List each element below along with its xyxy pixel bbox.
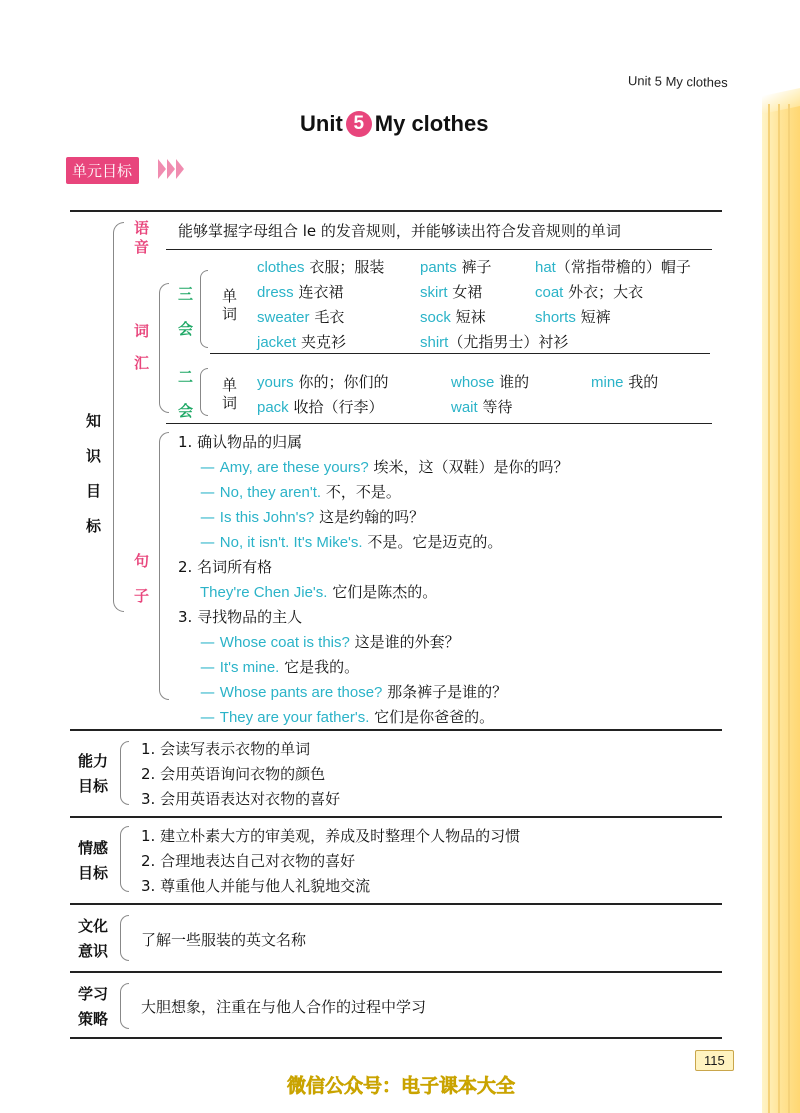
section-rule (70, 816, 722, 818)
sentence-line (200, 456, 569, 477)
sentence-zh: 那条裤子是谁的？ (387, 683, 508, 701)
title-unit-word: Unit (300, 111, 343, 136)
vocab-en: whose (451, 374, 495, 391)
vocabulary-label-char: 汇 (134, 354, 150, 372)
sentence-line (200, 481, 401, 502)
sentence-en: No, it isn't. It's Mike's. (219, 534, 363, 551)
vocabulary-brace (159, 283, 169, 413)
sentences-label-char: 子 (134, 587, 150, 605)
vocab-en: dress (257, 284, 294, 301)
vocab-item (535, 256, 691, 277)
ability-item: 3. 会用英语表达对衣物的喜好 (141, 790, 341, 808)
sentence-en: Whose coat is this? (219, 634, 350, 651)
sentence-zh: 它们是陈杰的。 (332, 583, 438, 601)
vocab-en: shirt (420, 334, 449, 351)
dash-mark: — (200, 483, 215, 501)
vocab-item (591, 371, 658, 392)
sentence-zh: 这是约翰的吗？ (319, 508, 425, 526)
chevron-icon (158, 159, 166, 179)
vocab-zh: 女裙 (452, 283, 483, 301)
vocab-item (257, 306, 344, 327)
section-badge: 单元目标 (66, 157, 139, 184)
two-skills-brace (200, 368, 208, 416)
sentence-en: Amy, are these yours? (219, 459, 369, 476)
sentence-line (200, 631, 460, 652)
sentence-zh: 不，不是。 (325, 483, 401, 501)
dash-mark: — (200, 633, 215, 651)
ability-item: 2. 会用英语询问衣物的颜色 (141, 765, 326, 783)
vocab-zh: 短裤 (580, 308, 611, 326)
title-name: My clothes (374, 111, 489, 136)
sentence-group-heading: 1. 确认物品的归属 (178, 433, 303, 451)
vocabulary-label-char: 词 (134, 322, 150, 340)
sentences-brace (159, 432, 169, 700)
strategy-text: 大胆想象，注重在与他人合作的过程中学习 (141, 998, 427, 1016)
vocab-en: shorts (535, 309, 576, 326)
page-edge-line (788, 104, 790, 1113)
dash-mark: — (200, 683, 215, 701)
vocab-en: pants (420, 259, 457, 276)
section-rule (70, 971, 722, 973)
section-rule (70, 729, 722, 731)
knowledge-label-char: 知 (86, 412, 102, 430)
sentence-zh: 它是我的。 (284, 658, 360, 676)
pronunciation-text: 能够掌握字母组合 le 的发音规则，并能够读出符合发音规则的单词 (178, 222, 621, 240)
culture-label: 文化 (78, 917, 109, 935)
sentence-en: Whose pants are those? (219, 684, 383, 701)
vocab-en: sweater (257, 309, 310, 326)
vocab-en: pack (257, 399, 289, 416)
vocab-zh: 衣服；服装 (309, 258, 385, 276)
sentence-line (200, 581, 437, 602)
section-rule (70, 903, 722, 905)
sentence-zh: 这是谁的外套？ (354, 633, 460, 651)
vocab-item (420, 256, 492, 277)
vocab-zh: 等待 (482, 398, 513, 416)
emotion-item: 2. 合理地表达自己对衣物的喜好 (141, 852, 356, 870)
running-header: Unit 5 My clothes (627, 72, 728, 91)
three-skills-label-char: 三 (178, 285, 194, 303)
sentences-label-char: 句 (134, 552, 150, 570)
vocab-en: hat (535, 259, 556, 276)
row-rule (210, 353, 710, 354)
vocab-zh: 收拾（行李） (293, 398, 384, 416)
word-label-char: 单 (222, 287, 238, 305)
vocab-en: skirt (420, 284, 448, 301)
row-rule (166, 423, 712, 424)
ability-brace (120, 741, 129, 805)
page-edge-line (768, 104, 770, 1113)
dash-mark: — (200, 708, 215, 726)
title-unit-number: 5 (346, 111, 372, 137)
vocab-zh: 我的 (628, 373, 659, 391)
vocab-zh: （常指带檐的）帽子 (555, 258, 691, 276)
ability-label: 能力 (78, 752, 109, 770)
page-title (300, 111, 488, 137)
vocab-item (257, 396, 383, 417)
vocab-zh: 你的；你们的 (298, 373, 389, 391)
dash-mark: — (200, 458, 215, 476)
strategy-brace (120, 983, 129, 1029)
vocab-item (257, 371, 388, 392)
vocab-zh: 短袜 (455, 308, 486, 326)
sentence-en: Is this John's? (219, 509, 315, 526)
sentence-group-heading: 2. 名词所有格 (178, 558, 273, 576)
pronunciation-label-char: 音 (134, 238, 150, 256)
vocab-zh: 连衣裙 (298, 283, 344, 301)
dash-mark: — (200, 508, 215, 526)
dash-mark: — (200, 533, 215, 551)
vocab-item (420, 281, 482, 302)
two-skills-label-char: 会 (178, 402, 194, 420)
vocab-item (451, 396, 512, 417)
page-number: 115 (695, 1050, 734, 1071)
vocab-en: wait (451, 399, 478, 416)
emotion-brace (120, 826, 129, 892)
strategy-label: 策略 (78, 1010, 109, 1028)
sentence-en: It's mine. (219, 659, 280, 676)
emotion-item: 1. 建立朴素大方的审美观，养成及时整理个人物品的习惯 (141, 827, 521, 845)
vocab-en: coat (535, 284, 564, 301)
culture-text: 了解一些服装的英文名称 (141, 931, 307, 949)
strategy-label: 学习 (78, 985, 109, 1003)
vocab-zh: 裤子 (461, 258, 492, 276)
vocab-item (257, 281, 343, 302)
vocab-zh: 夹克衫 (300, 333, 346, 351)
chevron-icon (167, 159, 175, 179)
vocab-item (257, 331, 346, 352)
sentence-en: They are your father's. (219, 709, 370, 726)
vocab-zh: （尤指男士）衬衫 (448, 333, 569, 351)
vocab-item (420, 306, 486, 327)
three-skills-label-char: 会 (178, 320, 194, 338)
sentence-line (200, 706, 494, 727)
knowledge-label-char: 目 (86, 482, 102, 500)
vocab-item (535, 281, 643, 302)
sentence-line (200, 681, 507, 702)
row-rule (166, 249, 712, 250)
vocab-zh: 毛衣 (314, 308, 345, 326)
vocab-zh: 谁的 (499, 373, 530, 391)
vocab-en: yours (257, 374, 294, 391)
culture-brace (120, 915, 129, 961)
sentence-en: They're Chen Jie's. (200, 584, 328, 601)
page-edge-line (778, 104, 780, 1113)
vocab-item (451, 371, 529, 392)
ability-item: 1. 会读写表示衣物的单词 (141, 740, 311, 758)
vocab-item (420, 331, 568, 352)
culture-label: 意识 (78, 942, 109, 960)
sentence-line (200, 531, 502, 552)
watermark-text: 微信公众号：电子课本大全 (287, 1075, 516, 1097)
sentence-zh: 它们是你爸爸的。 (374, 708, 495, 726)
sentence-line (200, 656, 359, 677)
table-top-rule (70, 210, 722, 212)
ability-label: 目标 (78, 777, 109, 795)
sentence-zh: 不是。它是迈克的。 (367, 533, 503, 551)
vocab-en: jacket (257, 334, 297, 351)
vocab-item (257, 256, 384, 277)
dash-mark: — (200, 658, 215, 676)
sentence-line (200, 506, 424, 527)
sentence-zh: 埃米，这（双鞋）是你的吗？ (373, 458, 569, 476)
sentence-group-heading: 3. 寻找物品的主人 (178, 608, 303, 626)
vocab-item (535, 306, 611, 327)
word-label-char: 词 (222, 394, 238, 412)
emotion-label: 情感 (78, 839, 109, 857)
word-label-char: 词 (222, 305, 238, 323)
knowledge-label-char: 识 (86, 447, 102, 465)
vocab-en: mine (591, 374, 624, 391)
knowledge-label-char: 标 (86, 517, 102, 535)
word-label-char: 单 (222, 376, 238, 394)
chevron-icon (176, 159, 184, 179)
knowledge-brace (113, 222, 124, 612)
vocab-en: clothes (257, 259, 305, 276)
sentence-en: No, they aren't. (219, 484, 322, 501)
two-skills-label-char: 二 (178, 368, 194, 386)
pronunciation-label-char: 语 (134, 219, 150, 237)
vocab-zh: 外衣；大衣 (568, 283, 644, 301)
emotion-label: 目标 (78, 864, 109, 882)
table-bottom-rule (70, 1037, 722, 1039)
vocab-en: sock (420, 309, 451, 326)
three-skills-brace (200, 270, 208, 348)
emotion-item: 3. 尊重他人并能与他人礼貌地交流 (141, 877, 371, 895)
